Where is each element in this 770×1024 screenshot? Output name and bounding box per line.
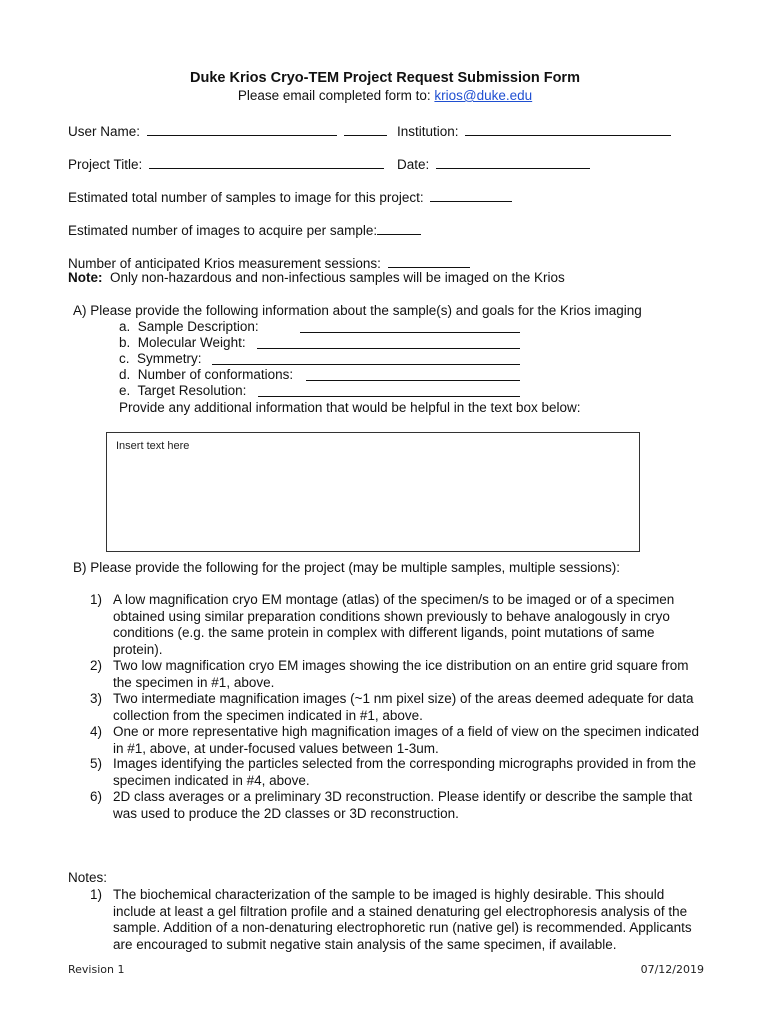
list-number: 5) bbox=[90, 756, 103, 771]
list-number: 6) bbox=[90, 789, 103, 804]
user-name-input-line[interactable] bbox=[147, 122, 337, 136]
form-title: Duke Krios Cryo-TEM Project Request Submission Form bbox=[190, 70, 580, 86]
form-subtitle bbox=[0, 88, 770, 103]
sample-description-label: Sample Description: bbox=[137, 319, 259, 334]
list-text: Two low magnification cryo EM images showing the ice distribution on an entire grid square from the specimen in #1, above. bbox=[113, 658, 689, 690]
institution-field bbox=[397, 122, 671, 139]
list-text: One or more representative high magnification images of a field of view on the specimen indicated in #1, above, at under-focused values between 1-3um. bbox=[113, 724, 700, 756]
molecular-weight-label: Molecular Weight: bbox=[137, 335, 246, 350]
item-marker: d. bbox=[119, 367, 131, 382]
date-input-line[interactable] bbox=[436, 155, 590, 169]
section-a-item bbox=[119, 367, 293, 382]
sessions-label: Number of anticipated Krios measurement sessions: bbox=[68, 256, 381, 271]
list-text: 2D class averages or a preliminary 3D reconstruction. Please identify or describe the sample that was used to produce the 2D classes or 3D reconstruction. bbox=[113, 789, 693, 821]
section-a-heading: A) Please provide the following information about the sample(s) and goals for the Krios imaging bbox=[73, 303, 642, 318]
molecular-weight-input-line[interactable] bbox=[257, 335, 520, 349]
institution-input-line[interactable] bbox=[465, 122, 671, 136]
item-marker: a. bbox=[119, 319, 131, 334]
samples-total-field bbox=[68, 188, 512, 205]
date-field bbox=[397, 155, 590, 172]
list-text: The biochemical characterization of the sample to be imaged is highly desirable. This should include at least a gel filtration profile and a stained denaturing gel electrophoresis analysis of the sample. Addition of a non-denaturing electrophoretic run (native gel) is recommended. Applicants are encouraged to submit negative stain analysis of the same specimen, if available. bbox=[113, 887, 692, 952]
user-name-field bbox=[68, 122, 387, 139]
item-marker: e. bbox=[119, 383, 131, 398]
target-resolution-label: Target Resolution: bbox=[137, 383, 247, 398]
conformations-input-line[interactable] bbox=[306, 367, 520, 381]
section-a-item bbox=[119, 335, 246, 350]
item-marker: c. bbox=[119, 351, 130, 366]
list-text: A low magnification cryo EM montage (atlas) of the specimen/s to be imaged or of a specimen obtained using similar preparation conditions shown previously to behave analogously in cryo conditions (e.g. the same protein in complex with different ligands, point mutations of same protein). bbox=[113, 592, 675, 657]
list-number: 1) bbox=[90, 887, 103, 902]
list-number: 2) bbox=[90, 658, 103, 673]
email-link[interactable]: krios@duke.edu bbox=[434, 88, 533, 103]
section-a-item bbox=[119, 383, 246, 398]
sessions-input-line[interactable] bbox=[388, 254, 470, 268]
item-marker: b. bbox=[119, 335, 131, 350]
note-label: Note: bbox=[68, 270, 103, 285]
section-a-item bbox=[119, 351, 202, 366]
textbox-placeholder: Insert text here bbox=[116, 440, 190, 452]
images-per-sample-label: Estimated number of images to acquire per sample: bbox=[68, 223, 378, 238]
section-b-heading: B) Please provide the following for the project (may be multiple samples, multiple sessions): bbox=[73, 560, 620, 575]
sample-description-input-line[interactable] bbox=[300, 319, 520, 333]
note-text: Only non-hazardous and non-infectious samples will be imaged on the Krios bbox=[110, 270, 565, 285]
notes-heading: Notes: bbox=[68, 870, 108, 885]
section-a-item bbox=[119, 319, 259, 334]
symmetry-input-line[interactable] bbox=[212, 351, 520, 365]
conformations-label: Number of conformations: bbox=[137, 367, 294, 382]
date-label: Date: bbox=[397, 157, 430, 172]
images-per-sample-input-line[interactable] bbox=[377, 221, 421, 235]
project-title-input-line[interactable] bbox=[149, 155, 384, 169]
project-title-field bbox=[68, 155, 384, 172]
project-title-label: Project Title: bbox=[68, 157, 143, 172]
user-name-input-line-2[interactable] bbox=[344, 122, 387, 136]
samples-total-input-line[interactable] bbox=[430, 188, 512, 202]
note-line bbox=[68, 270, 565, 285]
list-number: 4) bbox=[90, 724, 103, 739]
symmetry-label: Symmetry: bbox=[137, 351, 202, 366]
user-name-label: User Name: bbox=[68, 124, 141, 139]
subtitle-text: Please email completed form to: bbox=[237, 88, 435, 103]
list-number: 3) bbox=[90, 691, 103, 706]
additional-info-prompt: Provide any additional information that would be helpful in the text box below: bbox=[119, 400, 581, 415]
list-text: Two intermediate magnification images (~1 nm pixel size) of the areas deemed adequate for data collection from the specimen indicated in #1, above. bbox=[113, 691, 694, 723]
samples-total-label: Estimated total number of samples to image for this project: bbox=[68, 190, 424, 205]
images-per-sample-field bbox=[68, 221, 421, 238]
additional-info-textbox[interactable] bbox=[106, 432, 640, 552]
institution-label: Institution: bbox=[397, 124, 459, 139]
list-text: Images identifying the particles selected from the corresponding micrographs provided in from the specimen indicated in #4, above. bbox=[113, 756, 697, 788]
revision-date: 07/12/2019 bbox=[640, 963, 704, 976]
sessions-field bbox=[68, 254, 470, 271]
list-number: 1) bbox=[90, 592, 103, 607]
target-resolution-input-line[interactable] bbox=[258, 383, 520, 397]
revision-label: Revision 1 bbox=[68, 963, 125, 976]
